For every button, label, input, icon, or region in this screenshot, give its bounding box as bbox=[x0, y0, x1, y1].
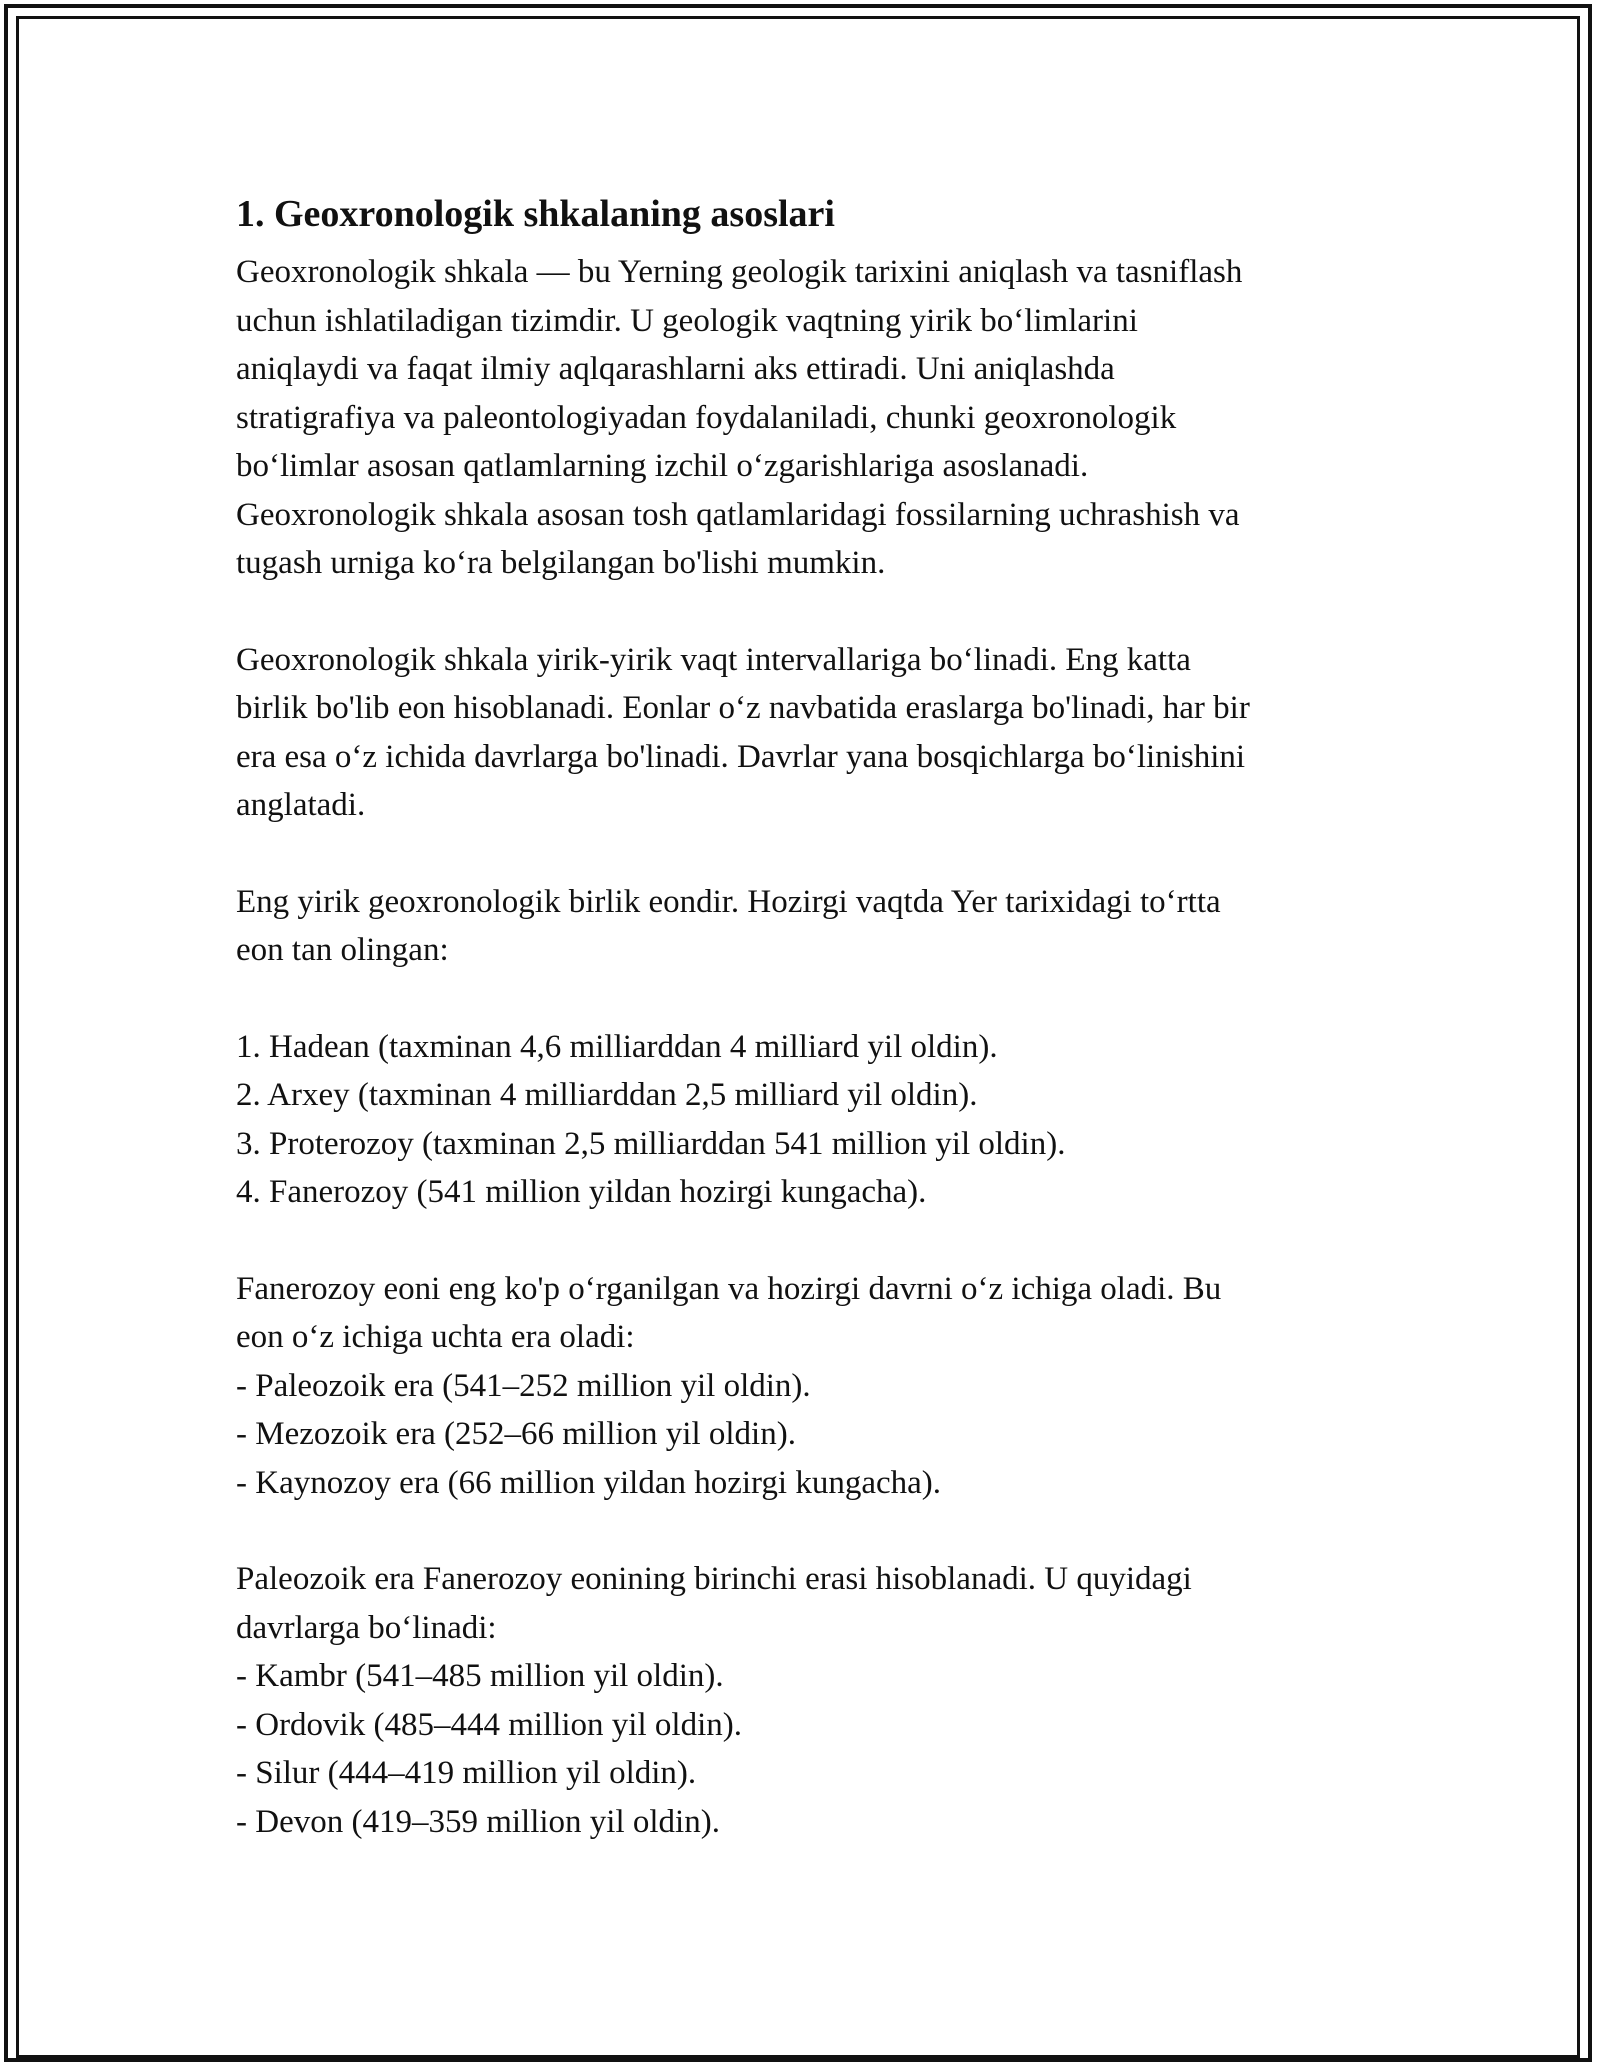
paragraph-intro bbox=[236, 248, 1376, 588]
document-body bbox=[236, 186, 1376, 1846]
paragraph-intervals bbox=[236, 636, 1376, 830]
text-line: stratigrafiya va paleontologiyadan foydalaniladi, chunki geoxronologik bbox=[236, 399, 1177, 436]
text-line: Geoxronologik shkala — bu Yerning geologik tarixini aniqlash va tasniflash bbox=[236, 254, 1243, 290]
text-line: davrlarga bo‘linadi: bbox=[236, 1609, 497, 1646]
text-line: Eng yirik geoxronologik birlik eondir. Hozirgi vaqtda Yer tarixidagi to‘rtta bbox=[236, 883, 1221, 920]
paragraph-paleozoic bbox=[236, 1555, 1376, 1846]
list-item: - Paleozoik era (541–252 million yil oldin). bbox=[236, 1367, 811, 1404]
text-line: Geoxronologik shkala yirik-yirik vaqt intervallariga bo‘linadi. Eng katta bbox=[236, 641, 1191, 678]
list-item: - Kambr (541–485 million yil oldin). bbox=[236, 1658, 724, 1694]
paragraph-eons-intro bbox=[236, 878, 1376, 975]
text-line: Fanerozoy eoni eng ko'p o‘rganilgan va hozirgi davrni o‘z ichiga oladi. Bu bbox=[236, 1270, 1222, 1307]
text-line: tugash urniga ko‘ra belgilangan bo'lishi mumkin. bbox=[236, 545, 886, 581]
list-item: 2. Arxey (taxminan 4 milliarddan 2,5 milliard yil oldin). bbox=[236, 1077, 978, 1113]
text-line: eon o‘z ichiga uchta era oladi: bbox=[236, 1319, 635, 1355]
text-line: era esa o‘z ichida davrlarga bo'linadi. Davrlar yana bosqichlarga bo‘linishini bbox=[236, 738, 1246, 775]
text-line: anglatadi. bbox=[236, 787, 366, 823]
section-title: 1. Geoxronologik shkalaning asoslari bbox=[236, 193, 835, 235]
list-item: - Kaynozoy era (66 million yildan hozirgi kungacha). bbox=[236, 1464, 942, 1501]
text-line: eon tan olingan: bbox=[236, 932, 449, 968]
list-item: - Ordovik (485–444 million yil oldin). bbox=[236, 1706, 742, 1743]
text-line: aniqlaydi va faqat ilmiy aqlqarashlarni aks ettiradi. Uni aniqlashda bbox=[236, 351, 1115, 387]
text-line: Paleozoik era Fanerozoy eonining birinchi erasi hisoblanadi. U quyidagi bbox=[236, 1561, 1192, 1597]
list-item: 3. Proterozoy (taxminan 2,5 milliarddan 541 million yil oldin). bbox=[236, 1125, 1066, 1162]
eon-list bbox=[236, 1023, 1376, 1217]
list-item: - Silur (444–419 million yil oldin). bbox=[236, 1755, 697, 1791]
text-line: uchun ishlatiladigan tizimdir. U geologik vaqtning yirik bo‘limlarini bbox=[236, 302, 1138, 339]
list-item: 4. Fanerozoy (541 million yildan hozirgi kungacha). bbox=[236, 1174, 927, 1210]
list-item: - Devon (419–359 million yil oldin). bbox=[236, 1803, 720, 1840]
text-line: birlik bo'lib eon hisoblanadi. Eonlar o‘z navbatida eraslarga bo'linadi, har bir bbox=[236, 690, 1250, 726]
paragraph-phanerozoic bbox=[236, 1265, 1376, 1508]
list-item: 1. Hadean (taxminan 4,6 milliarddan 4 milliard yil oldin). bbox=[236, 1028, 998, 1065]
text-line: bo‘limlar asosan qatlamlarning izchil o‘zgarishlariga asoslanadi. bbox=[236, 448, 1089, 484]
text-line: Geoxronologik shkala asosan tosh qatlamlaridagi fossilarning uchrashish va bbox=[236, 496, 1240, 533]
list-item: - Mezozoik era (252–66 million yil oldin). bbox=[236, 1416, 796, 1452]
